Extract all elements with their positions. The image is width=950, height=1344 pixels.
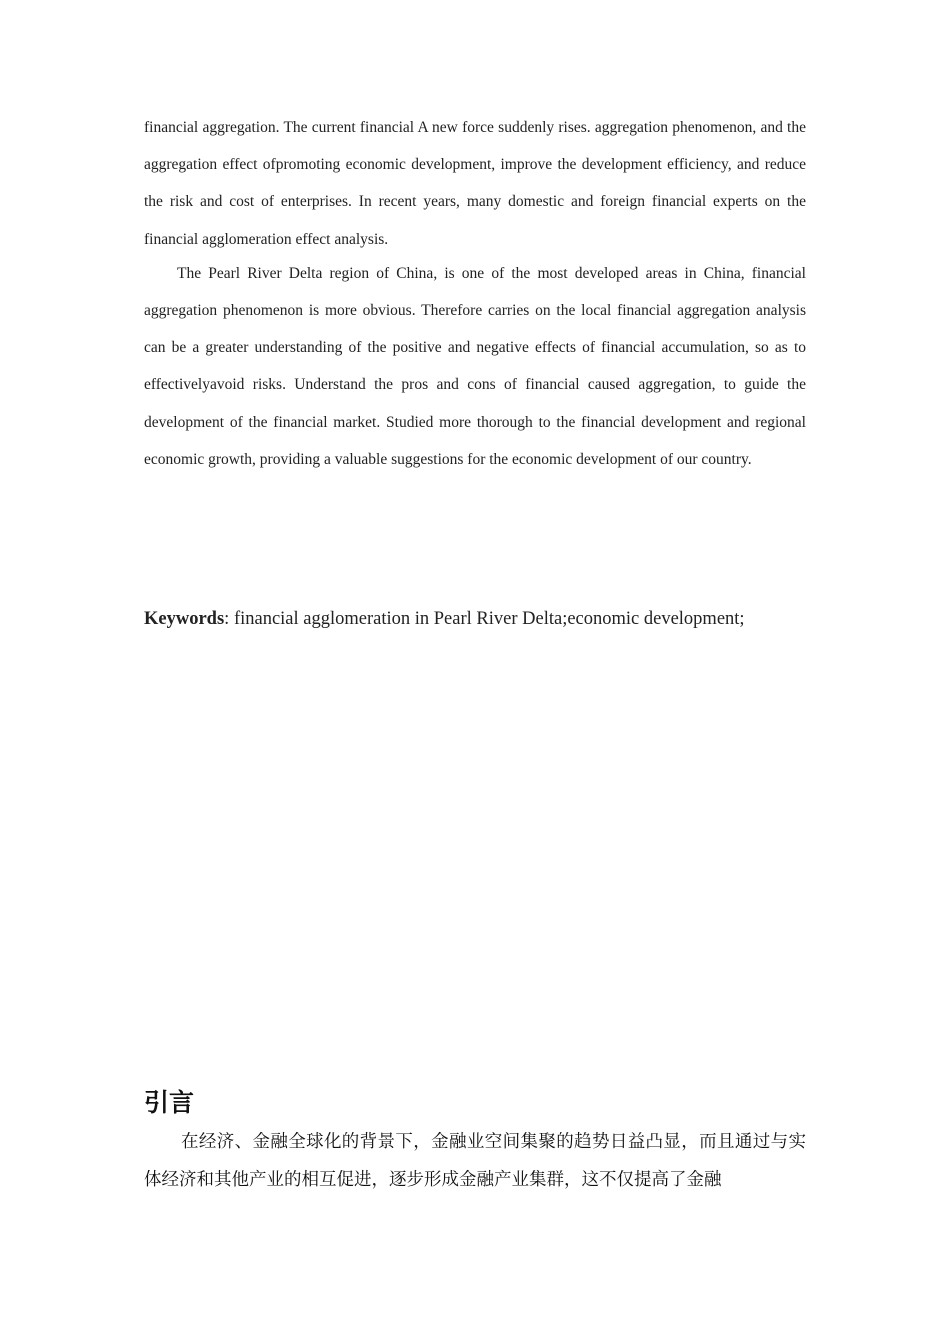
keywords-text: financial agglomeration in Pearl River Delta;economic development; (233, 609, 745, 629)
introduction-paragraph: 在经济、金融全球化的背景下，金融业空间集聚的趋势日益凸显，而且通过与实体经济和其他产业的相互促进，逐步形成金融产业集群，这不仅提高了金融 (144, 1132, 806, 1190)
keywords-separator: : (224, 609, 234, 629)
abstract-paragraph-2: The Pearl River Delta region of China, is one of the most developed areas in China, financial aggregation phenomenon is more obvious. Therefore carries on the local financial aggregation analysis can be a greater understanding of the positive and negative effects of financial accumulation, so as to effectivelyavoid risks. Understand the pros and cons of financial caused aggregation, to guide the development of the financial market. Studied more thorough to the financial development and regional economic growth, providing a valuable suggestions for the economic development of our country. (144, 264, 806, 468)
abstract-section (144, 109, 806, 478)
introduction-heading: 引言 (144, 1088, 195, 1117)
keywords-line (144, 605, 824, 633)
keywords-label: Keywords (144, 609, 225, 629)
abstract-paragraph-1: financial aggregation. The current financial A new force suddenly rises. aggregation phenomenon, and the aggregation effect ofpromoting economic development, improve the development efficiency, and reduce the risk and cost of enterprises. In recent years, many domestic and foreign financial experts on the financial agglomeration effect analysis. (144, 119, 806, 248)
